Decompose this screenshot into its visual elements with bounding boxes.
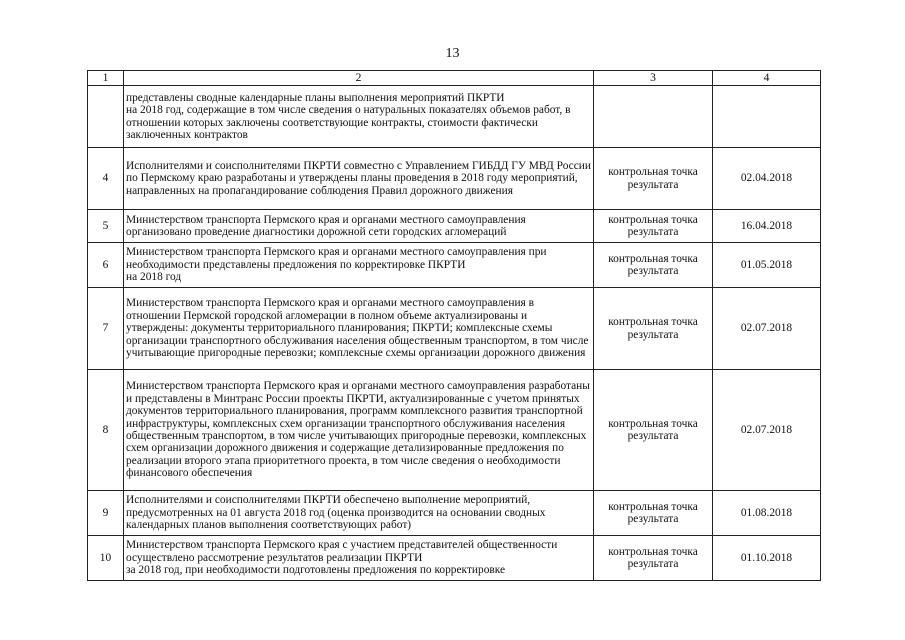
row-date: 02.07.2018 [713,370,821,491]
row-date: 02.07.2018 [713,288,821,370]
row-description: Министерством транспорта Пермского края и органами местного самоуправления организовано проведение диагностики дорожной сети городских агломераций [124,210,594,243]
row-type: контрольная точка результата [594,243,713,288]
row-number: 10 [88,536,124,581]
table-row [88,491,821,536]
table-row [88,148,821,210]
plan-table [87,70,821,581]
header-col-4: 4 [713,71,821,86]
row-description: Министерством транспорта Пермского края и органами местного самоуправления разработаны и представлены в Минтранс России проекты ПКРТИ, актуализированные с учетом принятых документов территориального планирования, программ комплексного развития транспортной инфраструктуры, комплексных схем организации транспортного обслуживания населения общественным транспортом, в том числе учитывающих пригородные перевозки, комплексных схем организации дорожного движения и содержащие детализированные предложения по реализации второго этапа приоритетного проекта, в том числе сведения о необходимости финансового обеспечения [124,370,594,491]
row-description: представлены сводные календарные планы выполнения мероприятий ПКРТИ на 2018 год, содержащие в том числе сведения о натуральных показателях объемов работ, в отношении которых заключены соответствующие контракты, стоимости фактически заключенных контрактов [124,86,594,148]
row-number: 6 [88,243,124,288]
table-header-row [88,71,821,86]
row-type: контрольная точка результата [594,536,713,581]
row-description: Исполнителями и соисполнителями ПКРТИ совместно с Управлением ГИБДД ГУ МВД России по Пермскому краю разработаны и утверждены планы проведения в 2018 году мероприятий, направленных на пропагандирование соблюдения Правил дорожного движения [124,148,594,210]
row-date: 02.04.2018 [713,148,821,210]
row-number: 4 [88,148,124,210]
row-description: Исполнителями и соисполнителями ПКРТИ обеспечено выполнение мероприятий, предусмотренных на 01 августа 2018 год (оценка производится на основании сводных календарных планов выполнения соответствующих работ) [124,491,594,536]
table-row [88,86,821,148]
row-type: контрольная точка результата [594,370,713,491]
page-number: 13 [445,46,460,61]
row-description: Министерством транспорта Пермского края и органами местного самоуправления в отношении Пермской городской агломерации в полном объеме актуализированы и утверждены: документы территориального планирования; ПКРТИ; комплексные схемы организации транспортного обслуживания населения общественным транспортом, в том числе учитывающие пригородные перевозки; комплексные схемы организации дорожного движения [124,288,594,370]
header-col-1: 1 [88,71,124,86]
header-col-3: 3 [594,71,713,86]
row-type: контрольная точка результата [594,210,713,243]
row-type: контрольная точка результата [594,288,713,370]
row-type [594,86,713,148]
row-type: контрольная точка результата [594,491,713,536]
table-row [88,288,821,370]
table-row [88,210,821,243]
row-number: 9 [88,491,124,536]
row-date: 16.04.2018 [713,210,821,243]
row-date [713,86,821,148]
row-type: контрольная точка результата [594,148,713,210]
row-number: 8 [88,370,124,491]
row-date: 01.05.2018 [713,243,821,288]
header-col-2: 2 [124,71,594,86]
table-row [88,370,821,491]
table-row [88,243,821,288]
row-number [88,86,124,148]
row-description: Министерством транспорта Пермского края и органами местного самоуправления при необходимости представлены предложения по корректировке ПКРТИ на 2018 год [124,243,594,288]
row-number: 5 [88,210,124,243]
row-date: 01.08.2018 [713,491,821,536]
row-description: Министерством транспорта Пермского края с участием представителей общественности осуществлено рассмотрение результатов реализации ПКРТИ за 2018 год, при необходимости подготовлены предложения по корректировке [124,536,594,581]
table-row [88,536,821,581]
row-number: 7 [88,288,124,370]
row-date: 01.10.2018 [713,536,821,581]
